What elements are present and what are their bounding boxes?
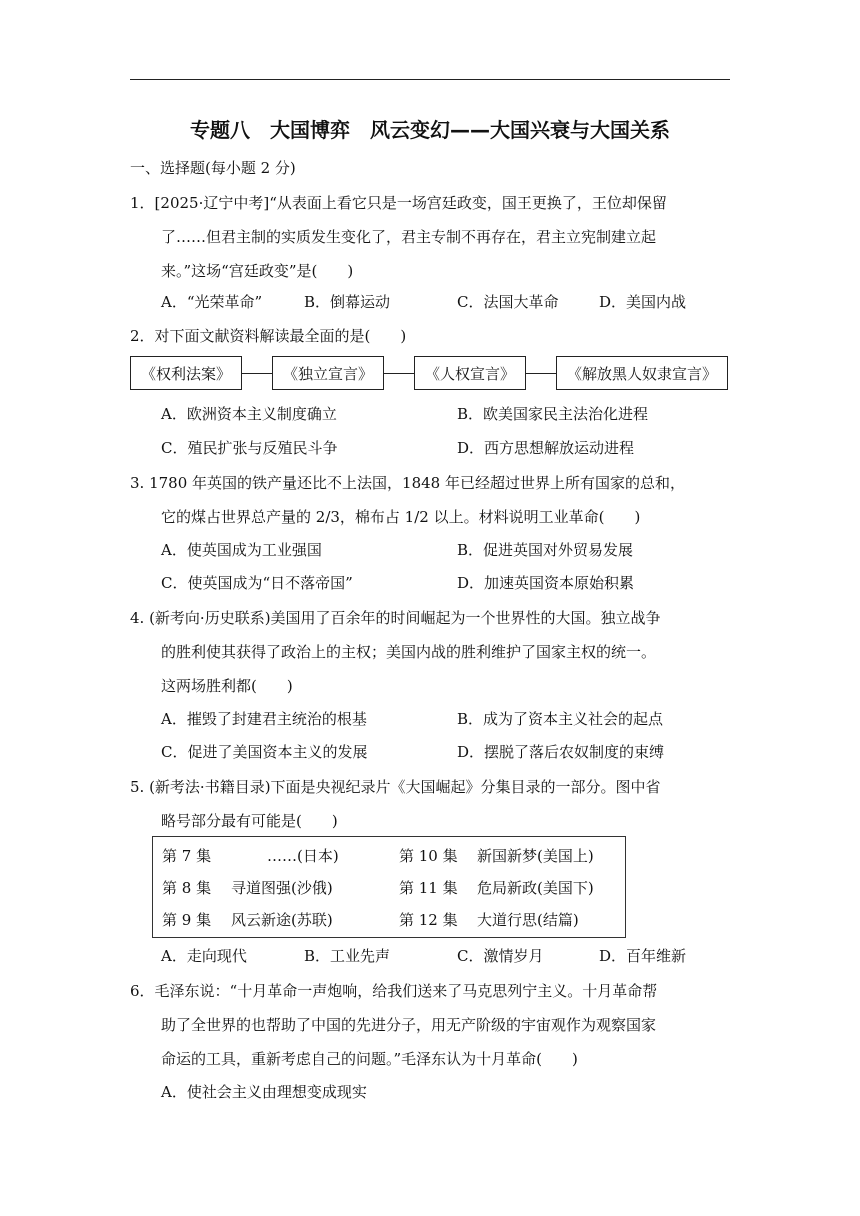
episode-number: 第 8 集 [162,879,212,897]
episode-title: 寻道图强(沙俄) [231,879,333,897]
episode-number: 第 10 集 [399,847,458,865]
document-flow-diagram [130,356,730,394]
header-rule [130,79,730,80]
q1-line-1: 1．[2025·辽宁中考]“从表面上看它只是一场宫廷政变，国王更换了，王位却保留 [130,194,667,212]
q5-line-1: 5. (新考法·书籍目录)下面是央视纪录片《大国崛起》分集目录的一部分。图中省 [130,778,661,796]
flow-connector [242,373,272,374]
page-title: 专题八 大国博弈 风云变幻——大国兴衰与大国关系 [190,118,670,142]
q5-option-d: D．百年维新 [599,947,687,965]
flow-connector [526,373,556,374]
flow-box-declaration-independence: 《独立宣言》 [272,356,384,390]
q3-option-b: B．促进英国对外贸易发展 [457,541,634,559]
q1-option-d: D．美国内战 [599,293,687,311]
episode-title: 风云新途(苏联) [231,911,333,929]
q3-option-a: A．使英国成为工业强国 [161,541,322,559]
q6-line-1: 6．毛泽东说：“十月革命一声炮响，给我们送来了马克思列宁主义。十月革命帮 [130,982,658,1000]
q3-option-d: D．加速英国资本原始积累 [457,574,635,592]
flow-box-bill-of-rights: 《权利法案》 [130,356,242,390]
q4-option-d: D．摆脱了落后农奴制度的束缚 [457,743,665,761]
q4-line-2: 的胜利使其获得了政治上的主权；美国内战的胜利维护了国家主权的统一。 [161,643,657,661]
q5-option-a: A．走向现代 [161,947,247,965]
q4-line-3: 这两场胜利都( ) [161,677,293,695]
q2-option-a: A．欧洲资本主义制度确立 [161,405,337,423]
q2-option-c: C．殖民扩张与反殖民斗争 [161,439,338,457]
q1-option-b: B．倒幕运动 [304,293,391,311]
q5-option-b: B．工业先声 [304,947,391,965]
q6-line-2: 助了全世界的也帮助了中国的先进分子，用无产阶级的宇宙观作为观察国家 [161,1016,657,1034]
episode-list-table [152,836,626,938]
q4-line-1: 4. (新考向·历史联系)美国用了百余年的时间崛起为一个世界性的大国。独立战争 [130,609,661,627]
q6-option-a: A．使社会主义由理想变成现实 [161,1083,367,1101]
q1-line-2: 了……但君主制的实质发生变化了，君主专制不再存在，君主立宪制建立起 [161,228,657,246]
q3-option-c: C．使英国成为“日不落帝国” [161,574,353,592]
flow-connector [384,373,414,374]
episode-title: 新国新梦(美国上) [477,847,594,865]
episode-title: 危局新政(美国下) [477,879,594,897]
flow-box-emancipation-proclamation: 《解放黑人奴隶宣言》 [556,356,728,390]
episode-number: 第 9 集 [162,911,212,929]
episode-title: ……(日本) [267,847,339,865]
episode-number: 第 11 集 [399,879,458,897]
q4-option-b: B．成为了资本主义社会的起点 [457,710,664,728]
episode-number: 第 12 集 [399,911,458,929]
q3-line-2: 它的煤占世界总产量的 2/3，棉布占 1/2 以上。材料说明工业革命( ) [161,508,641,526]
q2-option-d: D．西方思想解放运动进程 [457,439,635,457]
q5-line-2: 略号部分最有可能是( ) [161,812,338,830]
q2-option-b: B．欧美国家民主法治化进程 [457,405,649,423]
q3-line-1: 3. 1780 年英国的铁产量还比不上法国，1848 年已经超过世界上所有国家的总和， [130,474,685,492]
flow-box-declaration-rights-of-man: 《人权宣言》 [414,356,526,390]
episode-number: 第 7 集 [162,847,212,865]
q1-option-a: A．“光荣革命” [161,293,263,311]
episode-title: 大道行思(结篇) [477,911,579,929]
q1-option-c: C．法国大革命 [457,293,559,311]
q2-line-1: 2．对下面文献资料解读最全面的是( ) [130,327,407,345]
q5-option-c: C．激情岁月 [457,947,544,965]
section-heading: 一、选择题(每小题 2 分) [130,159,296,177]
q4-option-c: C．促进了美国资本主义的发展 [161,743,368,761]
q1-line-3: 来。”这场“宫廷政变”是( ) [161,262,354,280]
q4-option-a: A．摧毁了封建君主统治的根基 [161,710,367,728]
q6-line-3: 命运的工具，重新考虑自己的问题。”毛泽东认为十月革命( ) [161,1050,578,1068]
